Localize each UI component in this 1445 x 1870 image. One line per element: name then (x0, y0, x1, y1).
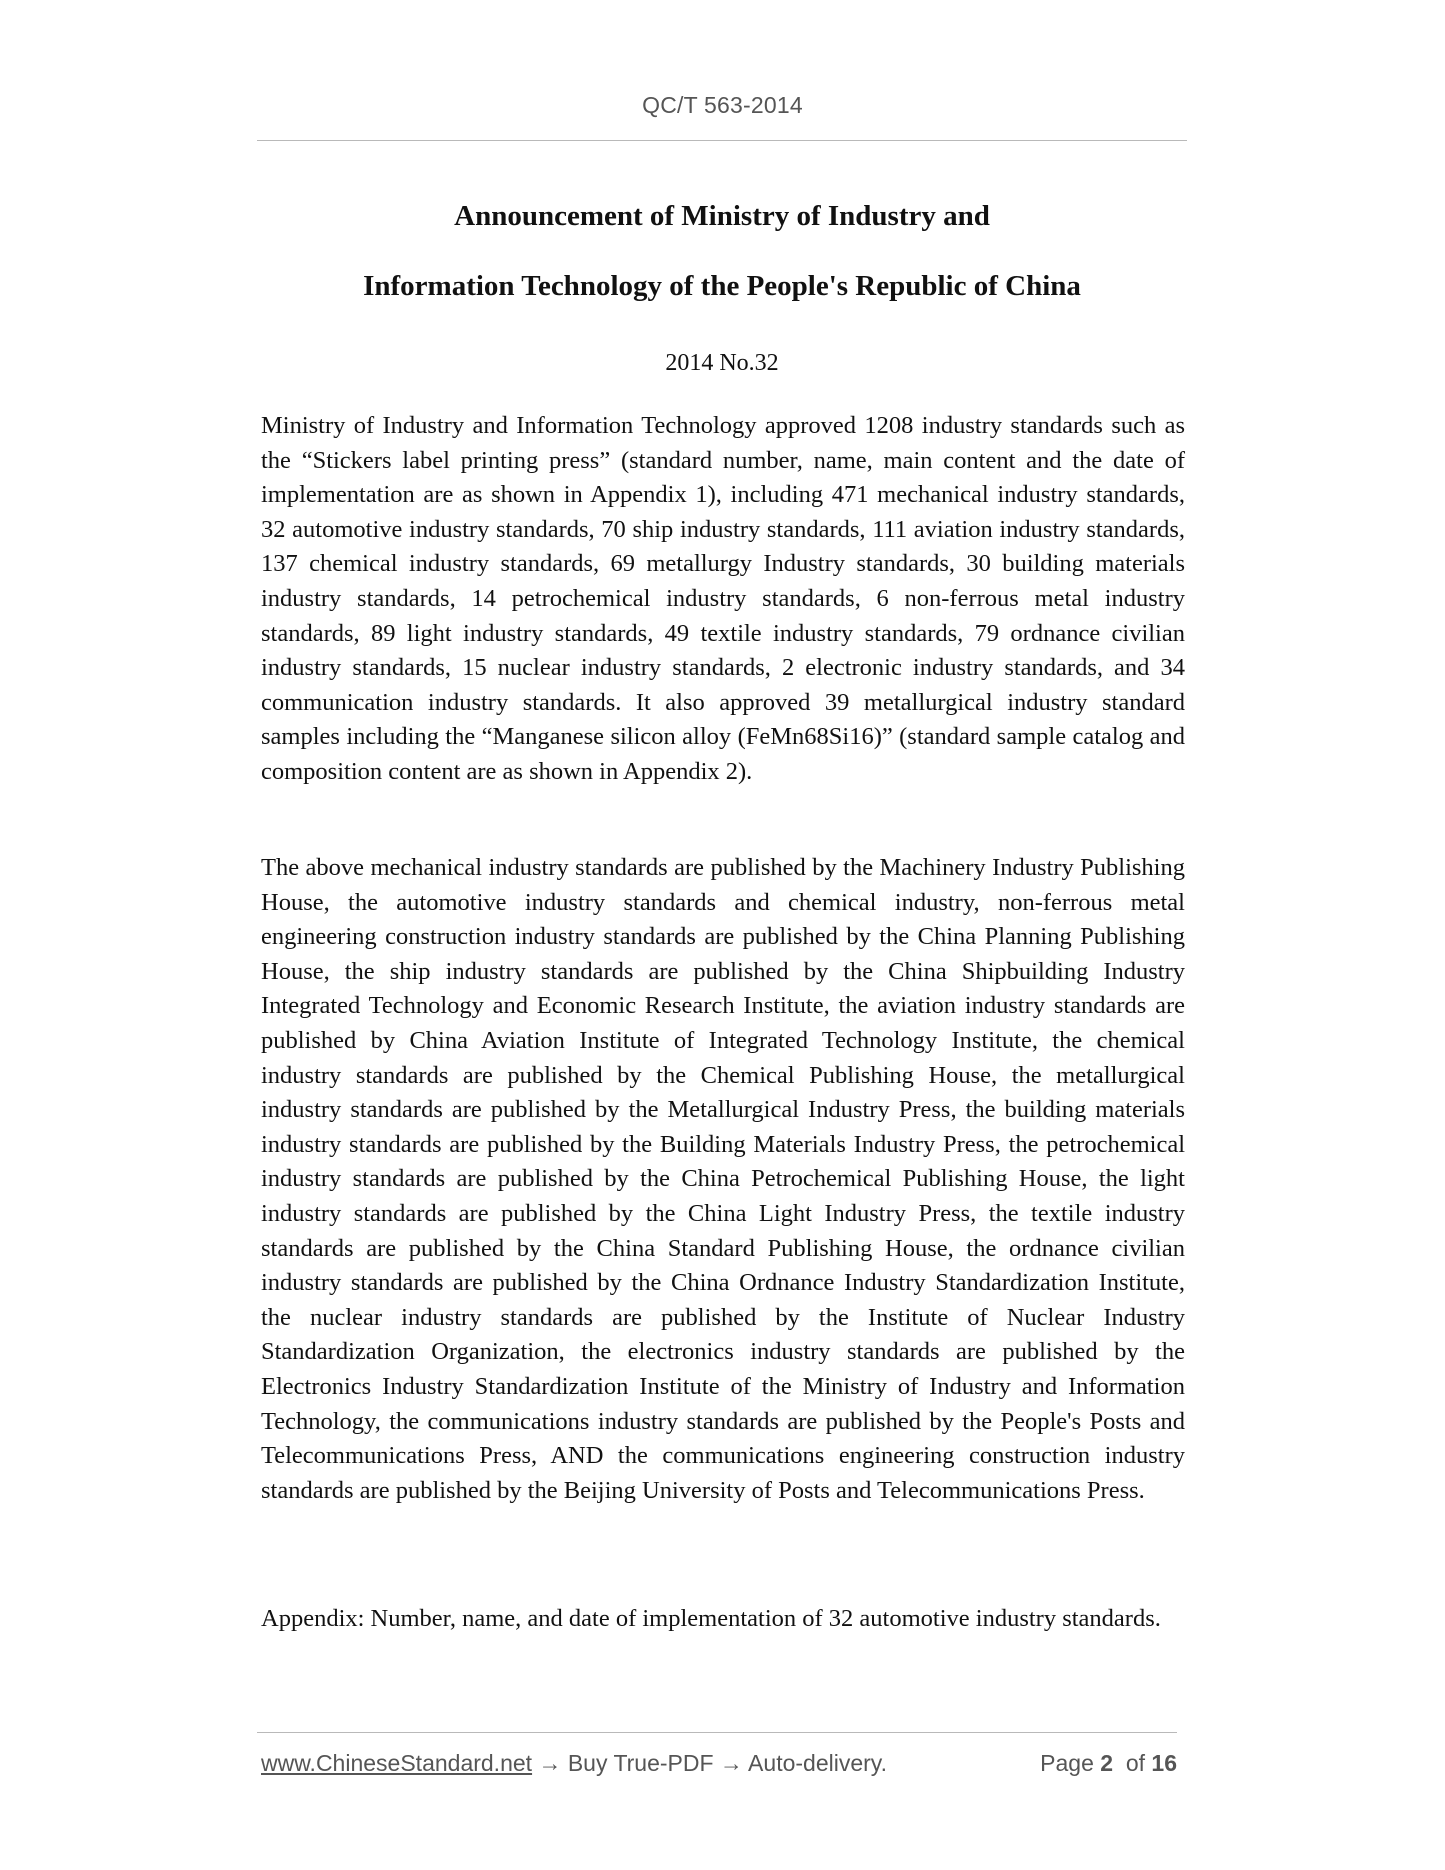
paragraph-publishers: The above mechanical industry standards are published by the Machinery Industry Publishing House, the automotive industry standards and chemical industry, non-ferrous metal engineering construction industry standards are published by the China Planning Publishing House, the ship industry standards are published by the China Shipbuilding Industry Integrated Technology and Economic Research Institute, the aviation industry standards are published by China Aviation Institute of Integrated Technology Institute, the chemical industry standards are published by the Chemical Publishing House, the metallurgical industry standards are published by the Metallurgical Industry Press, the building materials industry standards are published by the Building Materials Industry Press, the petrochemical industry standards are published by the China Petrochemical Publishing House, the light industry standards are published by the China Light Industry Press, the textile industry standards are published by the China Standard Publishing House, the ordnance civilian industry standards are published by the China Ordnance Industry Standardization Institute, the nuclear industry standards are published by the Institute of Nuclear Industry Standardization Organization, the electronics industry standards are published by the Electronics Industry Standardization Institute of the Ministry of Industry and Information Technology, the communications industry standards are published by the People's Posts and Telecommunications Press, AND the communications engineering construction industry standards are published by the Beijing University of Posts and Telecommunications Press. (261, 854, 1185, 1504)
footer-website-link[interactable]: www.ChineseStandard.net (261, 1750, 533, 1776)
page-indicator (1040, 1750, 1177, 1777)
page-total: 16 (1151, 1750, 1177, 1776)
footer-divider (257, 1732, 1177, 1733)
header-divider (257, 140, 1187, 141)
page-current: 2 (1100, 1750, 1114, 1776)
announcement-number: 2014 No.32 (665, 350, 779, 376)
footer-promo (261, 1750, 887, 1777)
footer-promo-text: → Buy True-PDF → Auto-delivery. (532, 1750, 887, 1776)
page-label: Page (1040, 1750, 1094, 1776)
header-code: QC/T 563-2014 (642, 92, 803, 118)
paragraph-appendix: Appendix: Number, name, and date of implementation of 32 automotive industry standards. (261, 1605, 1161, 1632)
page-of-label: of (1125, 1750, 1146, 1776)
document-title-line-2: Information Technology of the People's Republic of China (363, 270, 1081, 302)
paragraph-approval: Ministry of Industry and Information Technology approved 1208 industry standards such as the “Stickers label printing press” (standard number, name, main content and the date of implementation are as shown in Appendix 1), including 471 mechanical industry standards, 32 automotive industry standards, 70 ship industry standards, 111 aviation industry standards, 137 chemical industry standards, 69 metallurgy Industry standards, 30 building materials industry standards, 14 petrochemical industry standards, 6 non-ferrous metal industry standards, 89 light industry standards, 49 textile industry standards, 79 ordnance civilian industry standards, 15 nuclear industry standards, 2 electronic industry standards, and 34 communication industry standards. It also approved 39 metallurgical industry standard samples including the “Manganese silicon alloy (FeMn68Si16)” (standard sample catalog and composition content are as shown in Appendix 2). (261, 412, 1185, 785)
document-title-line-1: Announcement of Ministry of Industry and (454, 200, 990, 232)
